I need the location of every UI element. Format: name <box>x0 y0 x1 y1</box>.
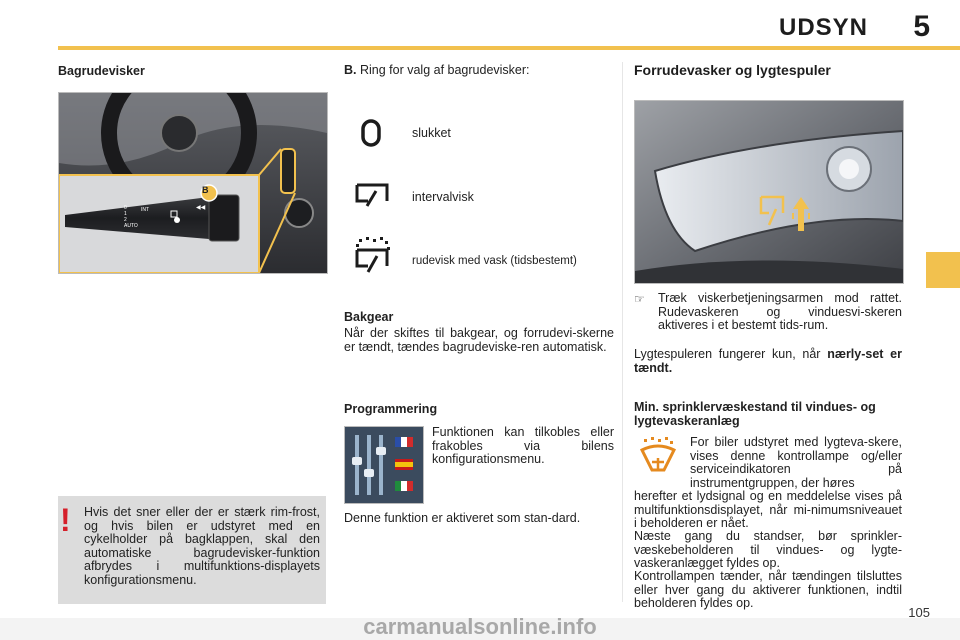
page-title: UDSYN <box>778 14 868 41</box>
svg-text:INT: INT <box>141 207 150 213</box>
option-off-label: slukket <box>412 126 451 140</box>
front-washer-heading: Forrudevasker og lygtespuler <box>634 62 831 78</box>
stalk-position-auto: AUTO <box>124 223 138 229</box>
programming-text: Funktionen kan tilkobles eller frakobles via bilens konfigurationsmenu. <box>432 425 614 466</box>
stalk-illustration-svg <box>59 93 327 273</box>
option-wipe-wash-label: rudevisk med vask (tidsbestemt) <box>412 255 577 267</box>
intermittent-wipe-icon <box>354 180 390 210</box>
headlamp-washer-note <box>634 348 902 375</box>
column-divider <box>622 62 623 602</box>
reverse-heading: Bakgear <box>344 310 394 324</box>
headlamp-bold: nærly-set er tændt. <box>634 347 902 375</box>
ring-prefix: B. <box>344 63 357 77</box>
chapter-tab <box>926 252 960 288</box>
wipe-wash-icon <box>354 236 392 276</box>
warning-text: Hvis det sner eller der er stærk rim-frost, og hvis bilen er udstyret med en cykelholder på bagklappen, skal den automatiske bagrudevisker-funktion afbrydes i multifunktions-displayets konfigurationsmenu. <box>84 505 320 587</box>
stalk-position-0: 0 <box>124 205 127 211</box>
headlamp-illustration-svg <box>635 101 903 283</box>
warning-icon: ! <box>60 502 71 538</box>
watermark: carmanualsonline.info <box>363 614 597 639</box>
reverse-text: Når der skiftes til bakgear, og forrudevi-skerne er tændt, tændes bagrudeviske-ren automatisk. <box>344 326 614 354</box>
page-number: 105 <box>908 605 930 620</box>
ring-intro <box>344 64 614 78</box>
rear-wiper-heading: Bagrudevisker <box>58 64 145 78</box>
stalk-position-2: 2 <box>124 217 127 223</box>
lamp-text: Kontrollampen tænder, når tændingen tilsluttes eller hver gang du aktiverer funktionen, indtil beholderen fyldes op. <box>634 569 902 610</box>
min-level-text-tail: herefter et lydsignal og en meddelelse vises på multifunktionsdisplayet, når mi-nimumsniveauet i beholderen er nået. <box>634 489 902 530</box>
chapter-number: 5 <box>913 10 930 43</box>
bullet-text: Træk viskerbetjeningsarmen mod rattet. Rudevaskeren og vinduesvi-skeren aktiveres i et bestemt tids-rum. <box>658 291 902 332</box>
min-level-text-head: For biler udstyret med lygteva-skere, vises denne kontrollampe og/eller serviceindikatoren på instrumentgruppen, der høres <box>690 435 902 490</box>
headlamp-text: Lygtespuleren fungerer kun, når <box>634 347 821 361</box>
programming-heading: Programmering <box>344 402 438 416</box>
stalk-illustration <box>58 92 328 274</box>
stalk-position-1: 1 <box>124 211 127 217</box>
off-icon <box>358 118 386 148</box>
washer-fluid-warning-icon <box>638 436 678 476</box>
config-menu-svg <box>345 427 423 503</box>
programming-note: Denne funktion er aktiveret som stan-dard. <box>344 511 581 525</box>
ring-text: Ring for valg af bagrudevisker: <box>359 63 530 77</box>
stalk-label-b: B <box>202 185 209 195</box>
config-menu-image <box>344 426 424 504</box>
min-level-heading: Min. sprinklervæskestand til vindues- og lygtevaskeranlæg <box>634 400 876 428</box>
stalk-positions <box>124 205 138 229</box>
header-rule <box>58 46 960 50</box>
next-stop-text: Næste gang du standser, bør sprinkler-væskebeholderen til vindues- og lygte-vaskeranlægget fyldes op. <box>634 529 902 570</box>
option-intermittent-label: intervalvisk <box>412 190 474 204</box>
bullet-icon: ☞ <box>634 292 645 306</box>
headlamp-illustration <box>634 100 904 284</box>
svg-text:◀◀: ◀◀ <box>196 205 206 211</box>
